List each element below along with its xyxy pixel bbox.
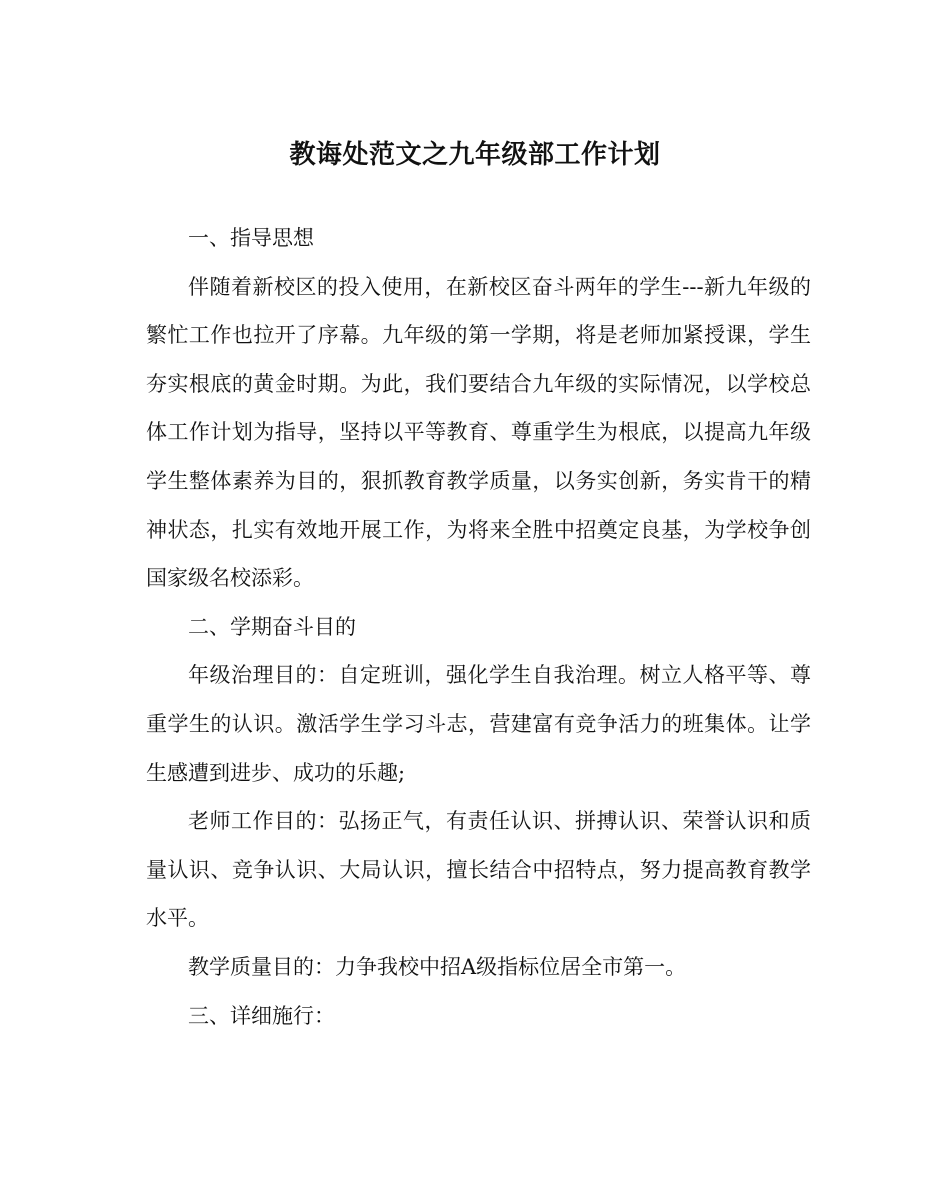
paragraph-grade-management-goal: 年级治理目的：自定班训，强化学生自我治理。树立人格平等、尊重学生的认识。激活学生学习斗志，营建富有竞争活力的班集体。让学生感遭到进步、成功的乐趣; [146, 663, 811, 785]
paragraph-teaching-quality-goal: 教学质量目的：力争我校中招A级指标位居全市第一。 [188, 954, 687, 979]
heading-guiding-ideology: 一、指导思想 [188, 226, 314, 250]
document-title: 教诲处范文之九年级部工作计划 [289, 140, 661, 170]
paragraph-guiding-ideology: 伴随着新校区的投入使用，在新校区奋斗两年的学生---新九年级的繁忙工作也拉开了序幕。九年级的第一学期，将是老师加紧授课，学生夯实根底的黄金时期。为此，我们要结合九年级的实际情况，以学校总体工作计划为指导，坚持以平等教育、尊重学生为根底，以提高九年级学生整体素养为目的，狠抓教育教学质量，以务实创新，务实肯干的精神状态，扎实有效地开展工作，为将来全胜中招奠定良基，为学校争创国家级名校添彩。 [146, 274, 811, 591]
document-body [146, 214, 811, 1040]
paragraph-teacher-work-goal: 老师工作目的：弘扬正气，有责任认识、拼搏认识、荣誉认识和质量认识、竞争认识、大局认识，擅长结合中招特点，努力提高教育教学水平。 [146, 809, 811, 931]
heading-semester-goals: 二、学期奋斗目的 [188, 614, 356, 639]
heading-implementation: 三、详细施行： [188, 1003, 335, 1028]
